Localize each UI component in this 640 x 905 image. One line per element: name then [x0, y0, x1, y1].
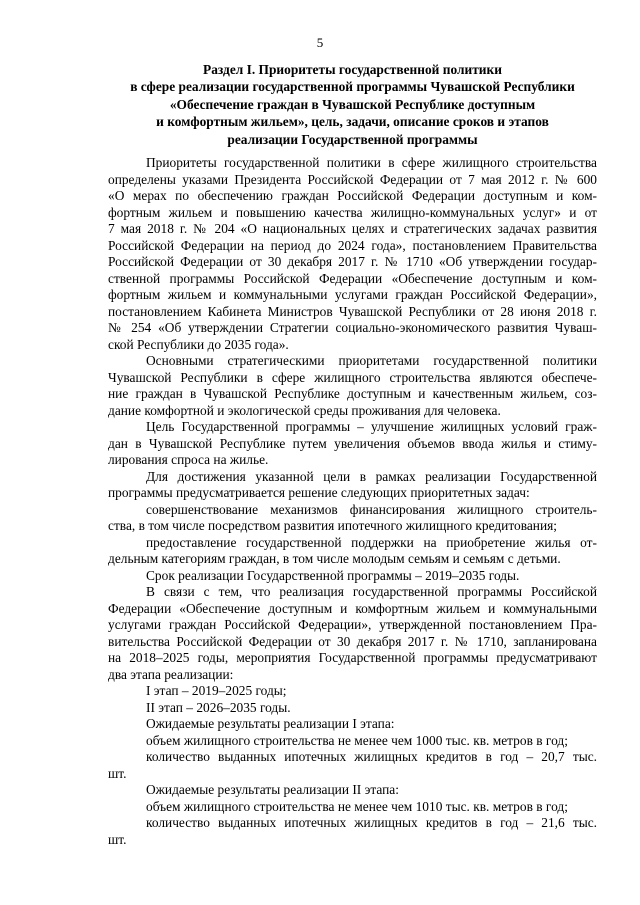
text-line: «О мерах по обеспечению граждан Российской Федерации доступным и ком-: [108, 188, 597, 203]
text-line: Для достижения указанной цели в рамках реализации Государственной: [146, 468, 597, 484]
text-line: количество выданных ипотечных жилищных кредитов в год – 20,7 тыс.: [146, 749, 597, 764]
text-line: лирования спроса на жилье.: [108, 452, 269, 467]
text-line: В связи с тем, что реализация государственной программы Российской: [146, 584, 597, 599]
text-line: Чувашской Республики в сфере жилищного строительства являются обеспече-: [108, 369, 597, 385]
text-line: Срок реализации Государственной программы – 2019–2035 годы.: [146, 567, 520, 583]
text-line: дельным категориям граждан, в том числе молодым семьям и семьям с детьми.: [108, 551, 561, 566]
text-line: на 2018–2025 годы, мероприятия Государственной программы предусматривают: [108, 650, 597, 665]
text-line: Основными стратегическими приоритетами государственной политики: [146, 353, 597, 368]
text-line: 7 мая 2018 г. № 204 «О национальных целях и стратегических задачах развития: [108, 221, 597, 236]
text-line: Цель Государственной программы – улучшение жилищных условий граж-: [146, 419, 597, 434]
text-line: Российской Федерации от 30 декабря 2017 г. № 1710 «Об утверждении государ-: [108, 254, 597, 269]
text-line: объем жилищного строительства не менее чем 1000 тыс. кв. метров в год;: [146, 732, 568, 748]
text-line: Ожидаемые результаты реализации I этапа:: [146, 716, 395, 731]
text-line: шт.: [108, 831, 127, 847]
title-line: и комфортным жильем», цель, задачи, описание сроков и этапов: [156, 114, 549, 130]
text-line: постановлением Кабинета Министров Чувашской Республики от 28 июня 2018 г.: [108, 303, 597, 319]
text-line: два этапа реализации:: [108, 666, 234, 682]
text-line: определены указами Президента Российской Федерации от 7 мая 2012 г. № 600: [108, 171, 597, 187]
title-line: в сфере реализации государственной программы Чувашской Республики: [130, 79, 575, 95]
text-line: Ожидаемые результаты реализации II этапа:: [146, 782, 399, 797]
text-line: фортным жильем и коммунальными услугами граждан Российской Федерации»,: [108, 287, 597, 302]
text-line: количество выданных ипотечных жилищных кредитов в год – 21,6 тыс.: [146, 815, 597, 830]
text-line: ние граждан в Чувашской Республике доступным и качественным жильем, соз-: [108, 386, 597, 401]
text-line: ской Республики до 2035 года».: [108, 336, 289, 352]
text-line: Приоритеты государственной политики в сфере жилищного строительства: [146, 155, 597, 170]
text-line: программы предусматривается решение следующих приоритетных задач:: [108, 485, 530, 500]
text-line: вительства Российской Федерации от 30 декабря 2017 г. № 1710, запланирована: [108, 633, 597, 649]
text-line: Федерации «Обеспечение доступным и комфортным жильем и коммунальными: [108, 600, 597, 616]
text-line: ственной программы Российской Федерации «Обеспечение доступным и ком-: [108, 270, 597, 286]
text-line: № 254 «Об утверждении Стратегии социально-экономического развития Чуваш-: [108, 320, 597, 335]
section-title: [100, 61, 605, 148]
text-line: дание комфортной и экологической среды проживания для человека.: [108, 402, 501, 418]
text-line: дан в Чувашской Республике путем увеличения объемов ввода жилья и стиму-: [108, 435, 597, 451]
page-number: 5: [316, 35, 324, 50]
title-line: «Обеспечение граждан в Чувашской Республике доступным: [169, 96, 536, 112]
text-line: Российской Федерации на период до 2024 года», постановлением Правительства: [108, 237, 597, 253]
title-line: реализации Государственной программы: [227, 131, 478, 147]
document-body: [108, 155, 597, 848]
text-line: шт.: [108, 765, 127, 781]
text-line: услугами граждан Российской Федерации», утвержденной постановлением Пра-: [108, 617, 597, 632]
text-line: ства, в том числе посредством развития ипотечного жилищного кредитования;: [108, 518, 558, 533]
text-line: совершенствование механизмов финансирования жилищного строитель-: [146, 501, 597, 517]
title-line: Раздел I. Приоритеты государственной политики: [203, 62, 502, 77]
text-line: I этап – 2019–2025 годы;: [146, 683, 287, 698]
text-line: объем жилищного строительства не менее чем 1010 тыс. кв. метров в год;: [146, 798, 568, 814]
text-line: II этап – 2026–2035 годы.: [146, 699, 291, 715]
text-line: фортным жильем и повышению качества жилищно-коммунальных услуг» и от: [108, 204, 597, 220]
text-line: предоставление государственной поддержки на приобретение жилья от-: [146, 534, 597, 550]
